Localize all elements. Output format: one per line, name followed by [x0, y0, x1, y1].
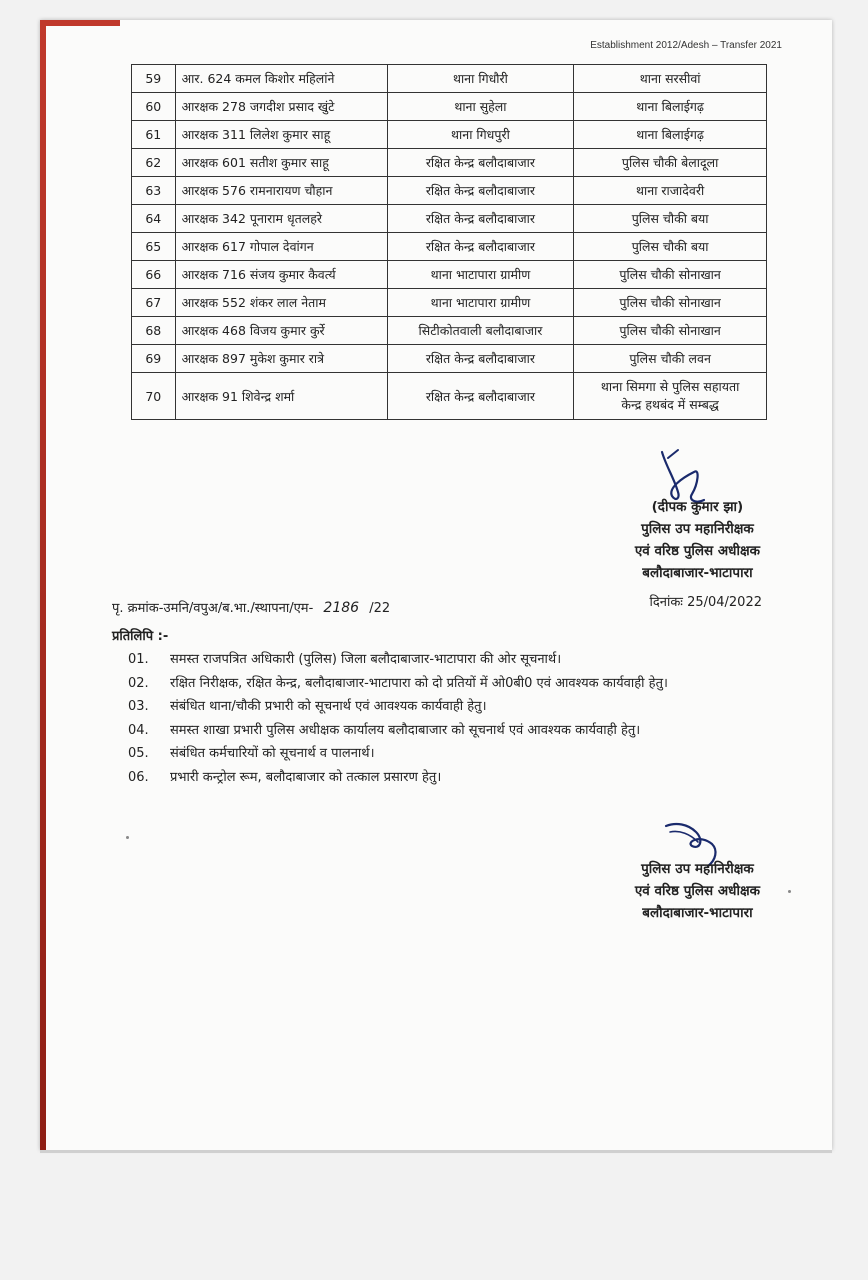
from-cell: थाना भाटापारा ग्रामीण [387, 289, 574, 317]
serial-cell: 66 [132, 261, 176, 289]
to-cell: पुलिस चौकी बया [574, 205, 767, 233]
table-row [132, 65, 767, 93]
from-cell: रक्षित केन्द्र बलौदाबाजार [387, 177, 574, 205]
list-item [128, 648, 828, 672]
signature-block-1 [635, 496, 760, 584]
to-cell: पुलिस चौकी लवन [574, 345, 767, 373]
to-cell: पुलिस चौकी बया [574, 233, 767, 261]
serial-cell: 61 [132, 121, 176, 149]
serial-cell: 68 [132, 317, 176, 345]
officer-location: बलौदाबाजार-भाटापारा [642, 565, 753, 581]
officer-designation-2: एवं वरिष्ठ पुलिस अधीक्षक [634, 543, 760, 559]
officer-designation-2: एवं वरिष्ठ पुलिस अधीक्षक [634, 883, 760, 899]
name-cell: आरक्षक 91 शिवेन्द्र शर्मा [175, 373, 387, 420]
list-item-text: संबंधित थाना/चौकी प्रभारी को सूचनार्थ एवं आवश्यक कार्यवाही हेतु। [170, 699, 487, 714]
header-reference: Establishment 2012/Adesh – Transfer 2021 [590, 40, 782, 51]
table-row [132, 373, 767, 420]
name-cell: आरक्षक 716 संजय कुमार कैवर्त्य [175, 261, 387, 289]
name-cell: आरक्षक 601 सतीश कुमार साहू [175, 149, 387, 177]
serial-cell: 60 [132, 93, 176, 121]
list-item-text: संबंधित कर्मचारियों को सूचनार्थ व पालनार्थ। [170, 746, 375, 761]
name-cell: आरक्षक 576 रामनारायण चौहान [175, 177, 387, 205]
from-cell: रक्षित केन्द्र बलौदाबाजार [387, 233, 574, 261]
table-row [132, 289, 767, 317]
from-cell: सिटीकोतवाली बलौदाबाजार [387, 317, 574, 345]
from-cell: थाना भाटापारा ग्रामीण [387, 261, 574, 289]
table-row [132, 177, 767, 205]
list-item-number: 01. [128, 652, 149, 667]
to-cell: पुलिस चौकी सोनाखान [574, 261, 767, 289]
to-cell: पुलिस चौकी सोनाखान [574, 317, 767, 345]
to-cell: थाना बिलाईगढ़ [574, 121, 767, 149]
to-cell-line: थाना सिमगा से पुलिस सहायता [600, 379, 740, 394]
officer-designation-1: पुलिस उप महानिरीक्षक [641, 521, 754, 537]
list-item [128, 672, 828, 696]
reference-line [112, 598, 390, 616]
table-row [132, 317, 767, 345]
name-cell: आरक्षक 552 शंकर लाल नेताम [175, 289, 387, 317]
serial-cell: 70 [132, 373, 176, 420]
to-cell: पुलिस चौकी बेलादूला [574, 149, 767, 177]
list-item-number: 02. [128, 675, 149, 691]
to-cell: थाना सरसीवां [574, 65, 767, 93]
list-item-text: प्रभारी कन्ट्रोल रूम, बलौदाबाजार को तत्काल प्रसारण हेतु। [170, 769, 442, 785]
table-row [132, 121, 767, 149]
signature-block-2 [635, 858, 760, 924]
from-cell: थाना गिधौरी [387, 65, 574, 93]
list-item-number: 04. [128, 722, 149, 738]
to-cell [574, 373, 767, 420]
serial-cell: 59 [132, 65, 176, 93]
copy-heading: प्रतिलिपि :- [112, 629, 169, 644]
paper-speck [788, 890, 791, 893]
serial-cell: 69 [132, 345, 176, 373]
from-cell: रक्षित केन्द्र बलौदाबाजार [387, 373, 574, 420]
serial-cell: 62 [132, 149, 176, 177]
table-row [132, 149, 767, 177]
serial-cell: 65 [132, 233, 176, 261]
reference-suffix: /22 [369, 601, 391, 616]
name-cell: आरक्षक 897 मुकेश कुमार रात्रे [175, 345, 387, 373]
from-cell: थाना सुहेला [387, 93, 574, 121]
name-cell: आर. 624 कमल किशोर महिलांने [175, 65, 387, 93]
to-cell-line: केन्द्र हथबंद में सम्बद्ध [621, 397, 719, 412]
officer-designation-1: पुलिस उप महानिरीक्षक [641, 861, 754, 877]
copy-list [128, 648, 828, 789]
officer-name: (दीपक कुमार झा) [651, 499, 744, 515]
from-cell: रक्षित केन्द्र बलौदाबाजार [387, 149, 574, 177]
serial-cell: 63 [132, 177, 176, 205]
table-row [132, 93, 767, 121]
list-item [128, 719, 828, 743]
document-page [40, 20, 832, 1150]
table-row [132, 233, 767, 261]
table-row [132, 261, 767, 289]
officer-location: बलौदाबाजार-भाटापारा [642, 905, 753, 921]
name-cell: आरक्षक 278 जगदीश प्रसाद खुंटे [175, 93, 387, 121]
name-cell: आरक्षक 617 गोपाल देवांगन [175, 233, 387, 261]
list-item-text: रक्षित निरीक्षक, रक्षित केन्द्र, बलौदाबाजार-भाटापारा को दो प्रतियों में ओ0बी0 एवं आवश्यक कार्यवाही हेतु। [170, 675, 668, 691]
name-cell: आरक्षक 311 लिलेश कुमार साहू [175, 121, 387, 149]
from-cell: रक्षित केन्द्र बलौदाबाजार [387, 345, 574, 373]
to-cell: पुलिस चौकी सोनाखान [574, 289, 767, 317]
from-cell: थाना गिधपुरी [387, 121, 574, 149]
serial-cell: 64 [132, 205, 176, 233]
reference-prefix: पृ. क्रमांक-उमनि/वपुअ/ब.भा./स्थापना/एम- [112, 601, 314, 616]
name-cell: आरक्षक 342 पूनाराम धृतलहरे [175, 205, 387, 233]
list-item-text: समस्त राजपत्रित अधिकारी (पुलिस) जिला बलौदाबाजार-भाटापारा की ओर सूचनार्थ। [170, 652, 562, 667]
list-item-number: 03. [128, 699, 149, 714]
list-item-number: 06. [128, 769, 149, 785]
table-row [132, 205, 767, 233]
page-edge [40, 20, 46, 1150]
from-cell: रक्षित केन्द्र बलौदाबाजार [387, 205, 574, 233]
list-item-number: 05. [128, 746, 149, 761]
serial-cell: 67 [132, 289, 176, 317]
list-item [128, 695, 828, 719]
to-cell: थाना बिलाईगढ़ [574, 93, 767, 121]
page-edge-top [40, 20, 120, 26]
table-row [132, 345, 767, 373]
list-item [128, 742, 828, 766]
reference-number: 2186 [323, 600, 360, 616]
transfer-table [131, 64, 767, 420]
name-cell: आरक्षक 468 विजय कुमार कुर्रे [175, 317, 387, 345]
list-item-text: समस्त शाखा प्रभारी पुलिस अधीक्षक कार्यालय बलौदाबाजार को सूचनार्थ एवं आवश्यक कार्यवाही हेतु। [170, 722, 641, 738]
to-cell: थाना राजादेवरी [574, 177, 767, 205]
list-item [128, 766, 828, 790]
paper-speck [126, 836, 129, 839]
reference-date: दिनांकः 25/04/2022 [649, 595, 762, 610]
page-bottom-edge [40, 1150, 832, 1153]
